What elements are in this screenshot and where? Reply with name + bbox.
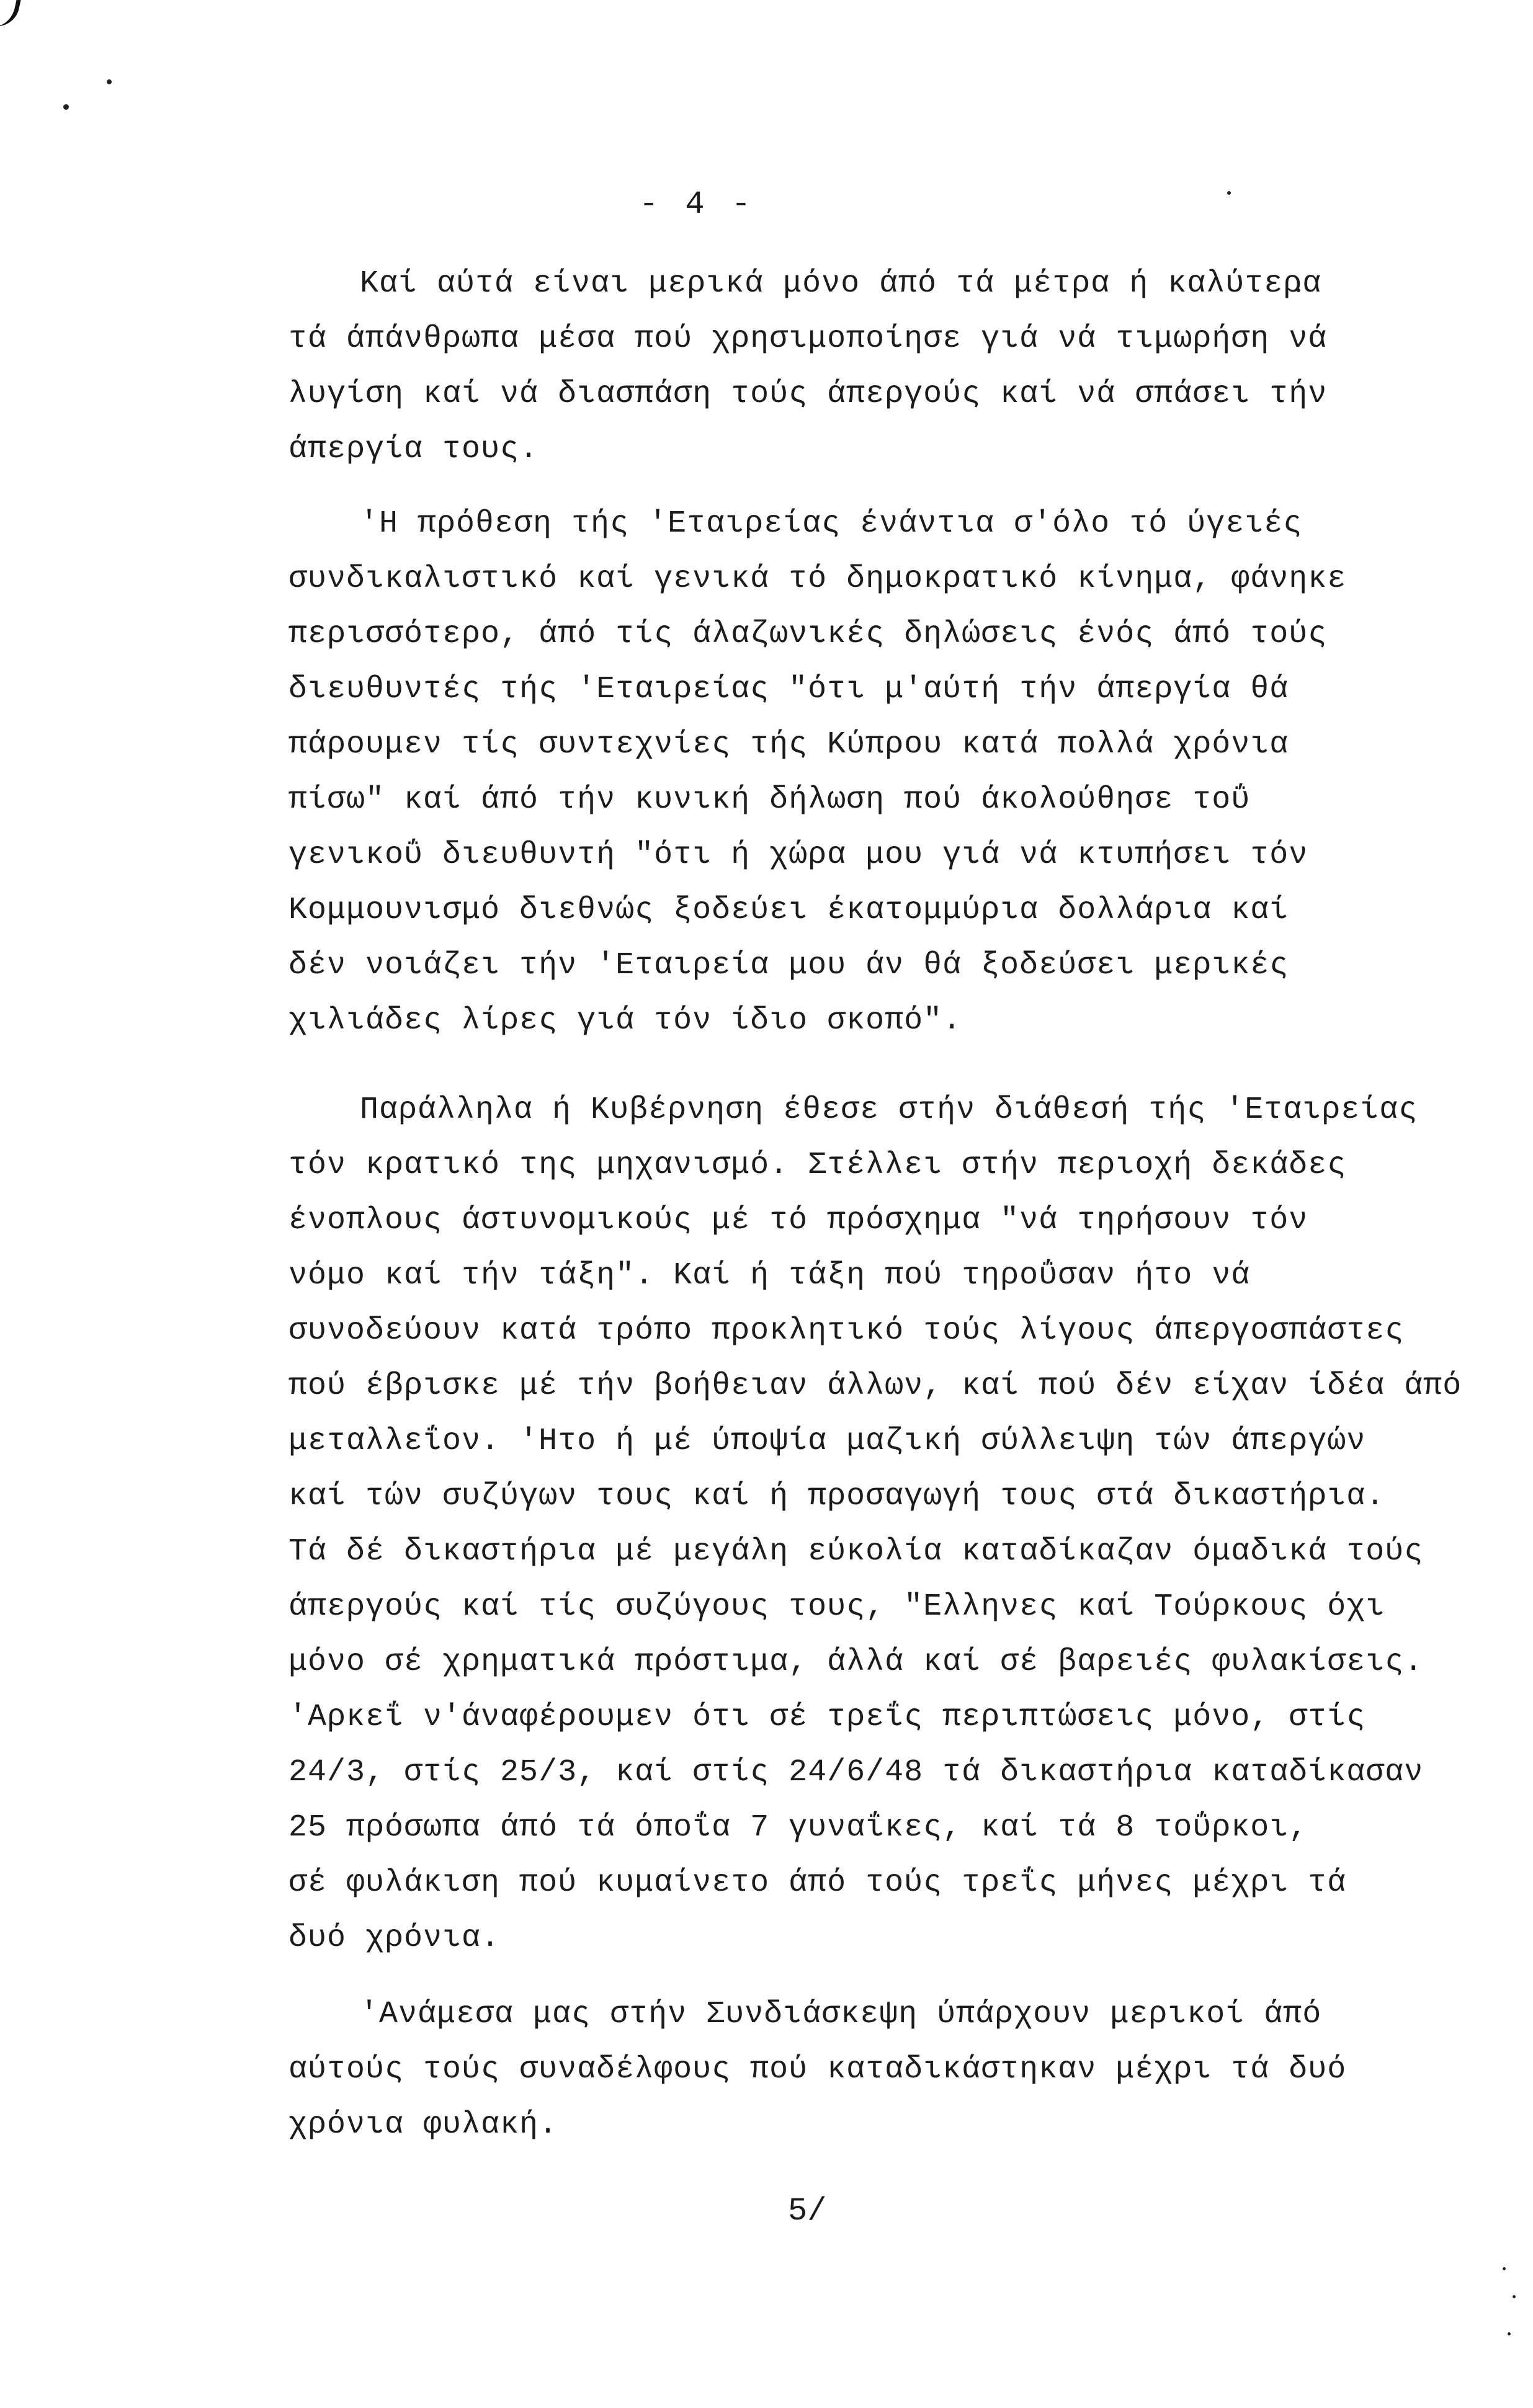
text-line: τόν κρατικό της μηχανισμό. Στέλλει στήν περιοχή δεκάδες [288, 1148, 1347, 1183]
text-line: συνδικαλιστικό καί γενικά τό δημοκρατικό κίνημα, φάνηκε [288, 561, 1347, 597]
text-line: πίσω" καί άπό τήν κυνική δήλωση πού άκολούθησε τοΰ [288, 782, 1251, 818]
text-line: Παράλληλα ή Κυβέρνηση έθεσε στήν διάθεσή τής 'Εταιρείας [360, 1092, 1418, 1128]
paragraph-1 [288, 256, 1455, 477]
text-line: 'Ανάμεσα μας στήν Συνδιάσκεψη ύπάρχουν μερικοί άπό [360, 1997, 1322, 2032]
text-line: Καί αύτά είναι μερικά μόνο άπό τά μέτρα ή καλύτερα [360, 266, 1322, 301]
paragraph-2 [288, 496, 1455, 1048]
scan-speck [1503, 2267, 1506, 2270]
scan-speck [1227, 191, 1231, 195]
text-line: καί τών συζύγων τους καί ή προσαγωγή τους στά δικαστήρια. [288, 1479, 1385, 1514]
scan-speck [107, 79, 112, 84]
text-line: άπεργούς καί τίς συζύγους τους, "Ελληνες καί Τούρκους όχι [288, 1589, 1385, 1625]
paragraph-3 [288, 1082, 1462, 1966]
page-number: - 4 - [639, 186, 755, 223]
text-line: 'Αρκεΐ ν'άναφέρουμεν ότι σέ τρεΐς περιπτώσεις μόνο, στίς [288, 1700, 1366, 1735]
scan-speck [1513, 2295, 1516, 2298]
text-line: 24/3, στίς 25/3, καί στίς 24/6/48 τά δικαστήρια καταδίκασαν [288, 1755, 1424, 1790]
text-line: περισσότερο, άπό τίς άλαζωνικές δηλώσεις ένός άπό τούς [288, 617, 1328, 652]
next-page-marker: 5/ [788, 2193, 827, 2229]
text-line: 'Η πρόθεση τής 'Εταιρείας ένάντια σ'όλο τό ύγειές [360, 506, 1303, 542]
text-line: δυό χρόνια. [288, 1920, 501, 1956]
text-line: άπεργία τους. [288, 432, 539, 467]
text-line: νόμο καί τήν τάξη". Καί ή τάξη πού τηροΰσαν ήτο νά [288, 1258, 1251, 1293]
text-line: 25 πρόσωπα άπό τά όποΐα 7 γυναΐκες, καί τά 8 τοΰρκοι, [288, 1810, 1308, 1845]
text-line: μεταλλεΐον. 'Ητο ή μέ ύποψία μαζική σύλλειψη τών άπεργών [288, 1424, 1366, 1459]
text-line: συνοδεύουν κατά τρόπο προκλητικό τούς λίγους άπεργοσπάστες [288, 1313, 1405, 1349]
edge-scan-mark [0, 0, 21, 30]
text-line: χρόνια φυλακή. [288, 2107, 558, 2143]
text-line: Κομμουνισμό διεθνώς ξοδεύει έκατομμύρια δολλάρια καί [288, 893, 1289, 928]
text-line: πού έβρισκε μέ τήν βοήθειαν άλλων, καί πού δέν είχαν ίδέα άπό [288, 1368, 1462, 1404]
text-line: μόνο σέ χρηματικά πρόστιμα, άλλά καί σέ βαρειές φυλακίσεις. [288, 1644, 1424, 1680]
text-line: διευθυντές τής 'Εταιρείας "ότι μ'αύτή τήν άπεργία θά [288, 672, 1289, 707]
text-line: χιλιάδες λίρες γιά τόν ίδιο σκοπό". [288, 1003, 962, 1038]
text-line: Τά δέ δικαστήρια μέ μεγάλη εύκολία καταδίκαζαν όμαδικά τούς [288, 1534, 1424, 1569]
text-line: γενικοΰ διευθυντή "ότι ή χώρα μου γιά νά κτυπήσει τόν [288, 837, 1308, 873]
scan-speck [1508, 2332, 1511, 2335]
text-line: σέ φυλάκιση πού κυμαίνετο άπό τούς τρεΐς μήνες μέχρι τά [288, 1865, 1347, 1901]
paragraph-4 [288, 1987, 1455, 2152]
text-line: δέν νοιάζει τήν 'Εταιρεία μου άν θά ξοδεύσει μερικές [288, 948, 1289, 983]
text-line: λυγίση καί νά διασπάση τούς άπεργούς καί νά σπάσει τήν [288, 377, 1328, 412]
text-line: αύτούς τούς συναδέλφους πού καταδικάστηκαν μέχρι τά δυό [288, 2052, 1347, 2087]
text-line: πάρουμεν τίς συντεχνίες τής Κύπρου κατά πολλά χρόνια [288, 727, 1289, 762]
text-line: τά άπάνθρωπα μέσα πού χρησιμοποίησε γιά νά τιμωρήση νά [288, 321, 1328, 357]
scan-speck [63, 104, 69, 110]
text-line: ένοπλους άστυνομικούς μέ τό πρόσχημα "νά τηρήσουν τόν [288, 1203, 1308, 1238]
